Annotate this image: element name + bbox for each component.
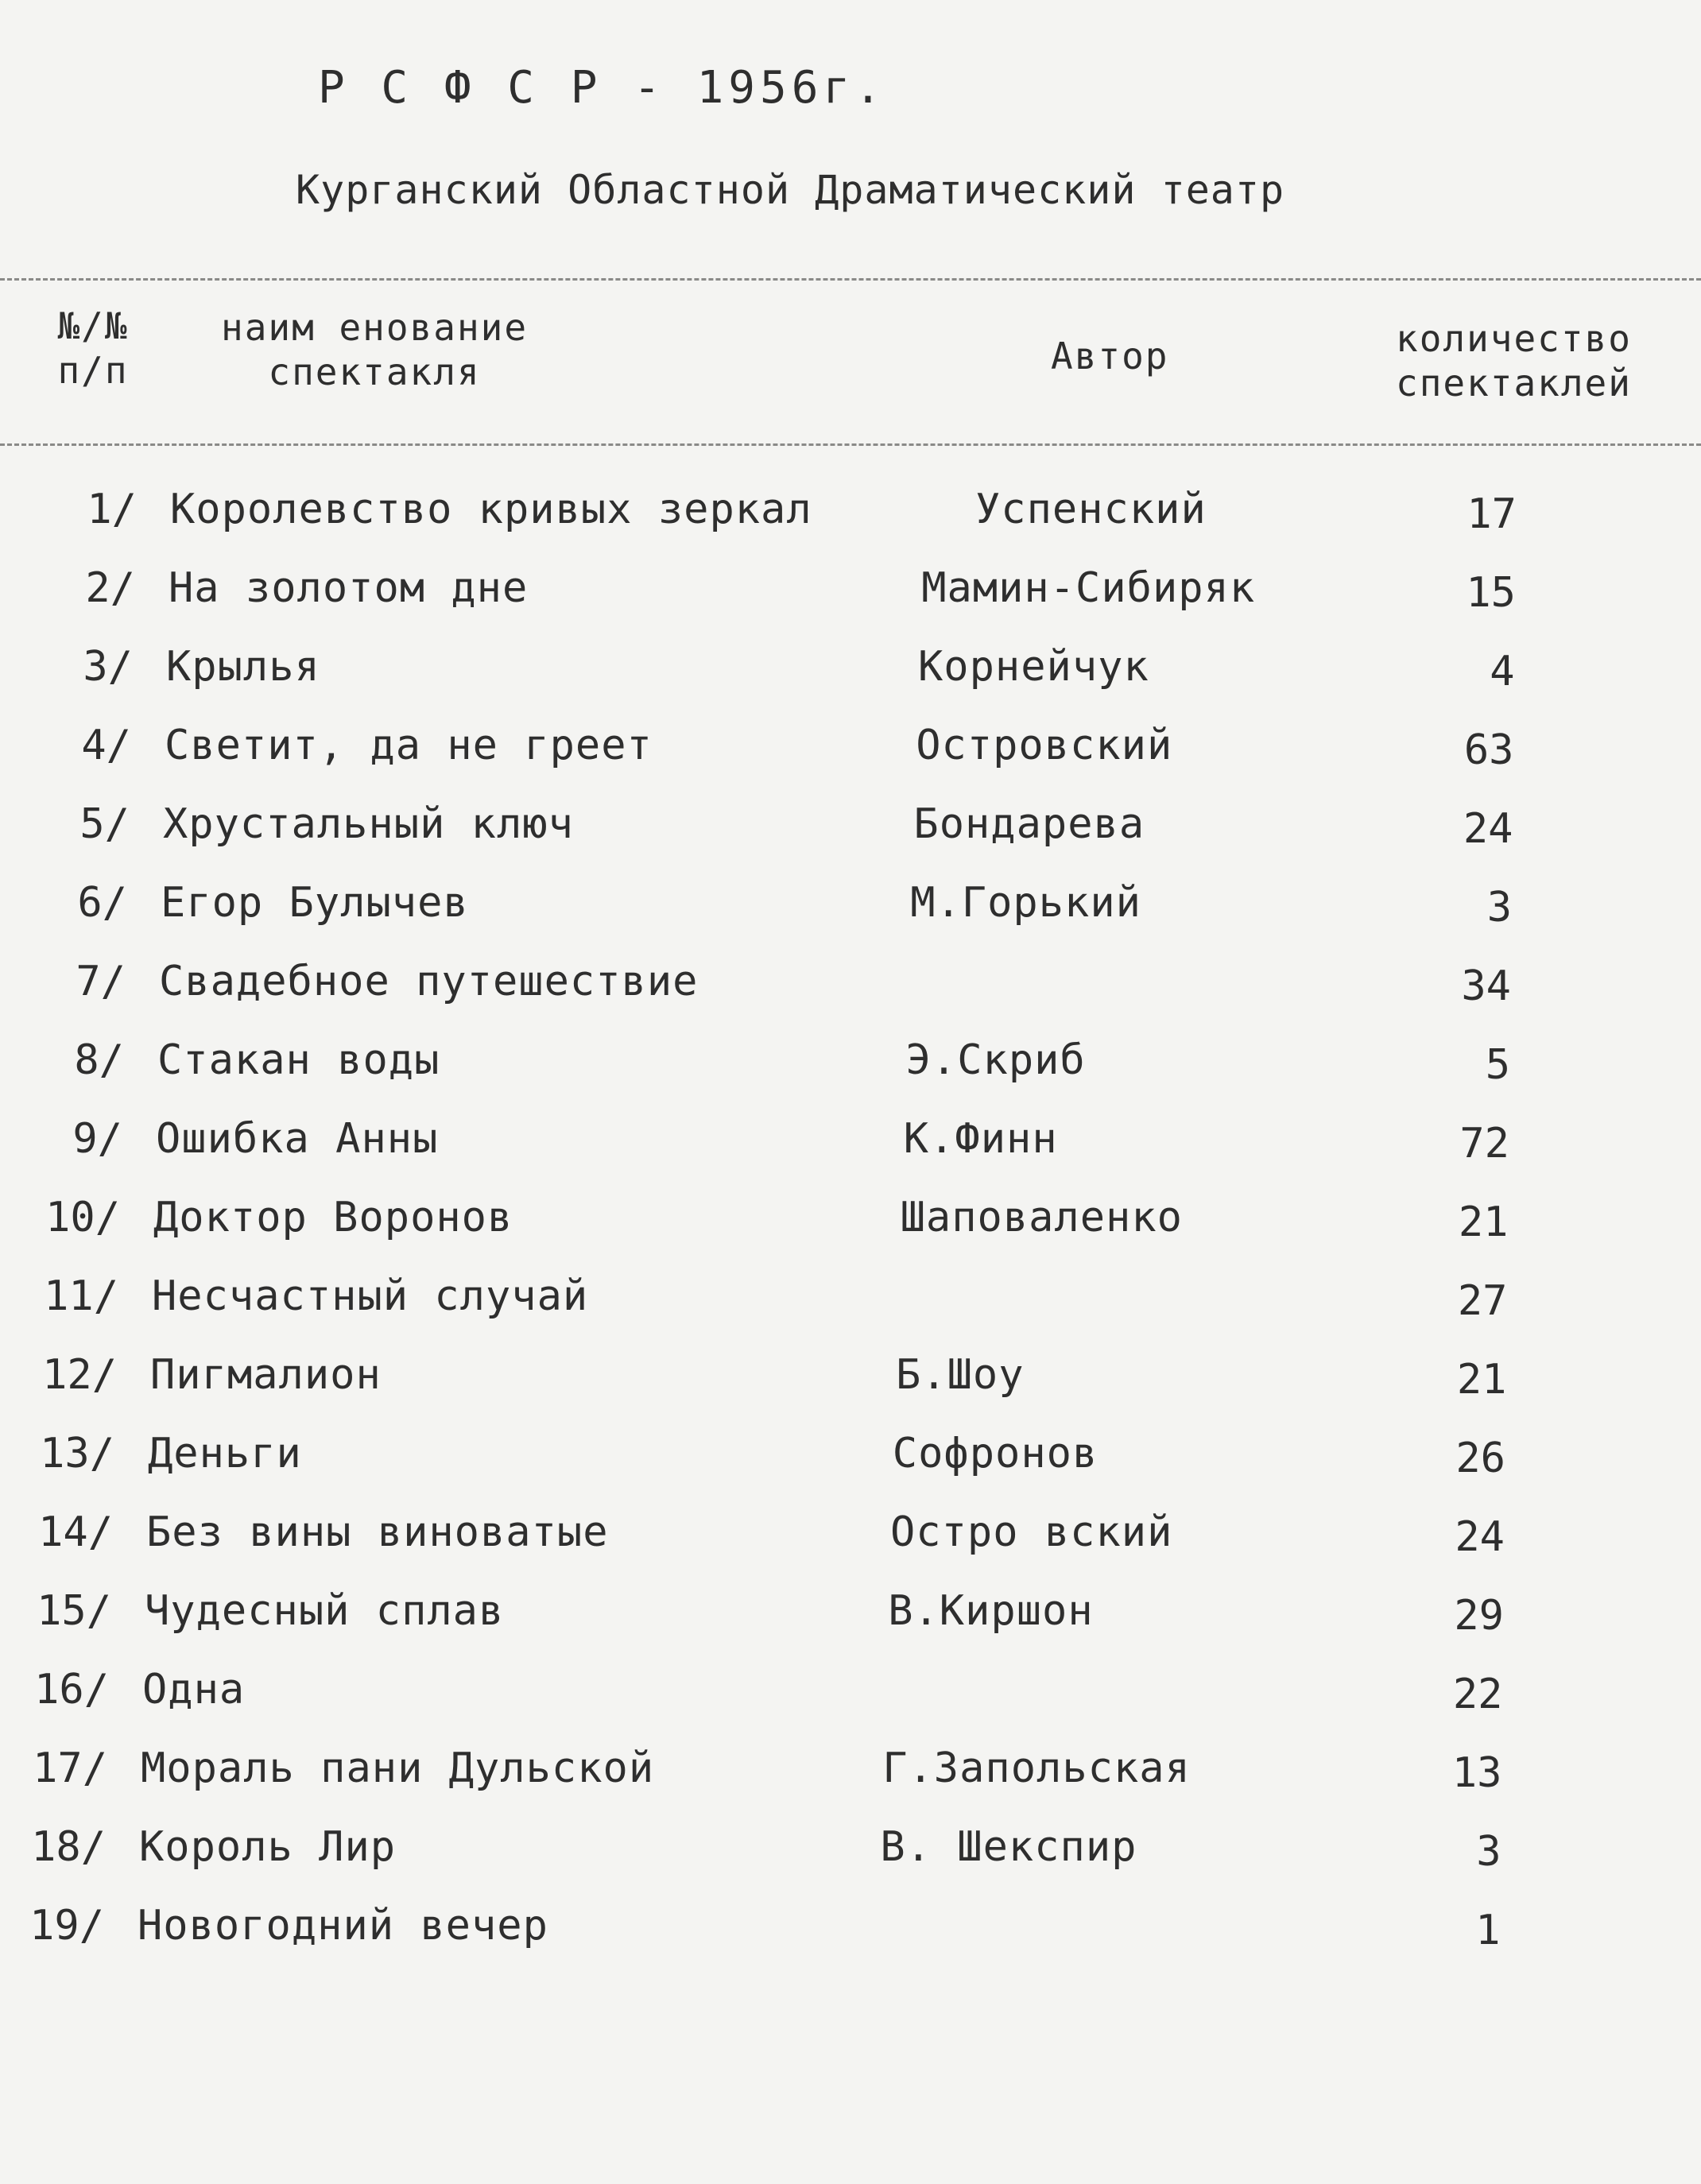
row-author: В.Киршон [888,1587,1094,1635]
table-row [0,788,1701,860]
row-author: Г.Запольская [882,1744,1191,1792]
row-number: 4/ [81,722,131,769]
row-number: 5/ [79,800,130,848]
row-author: К.Финн [903,1115,1058,1163]
row-author: М.Горький [910,879,1141,927]
row-number: 1/ [87,486,137,533]
table-row [0,1575,1701,1647]
row-count: 29 [1454,1592,1504,1640]
table-row [0,1024,1701,1096]
table-row [0,1339,1701,1411]
row-title: Доктор Воронов [153,1194,513,1241]
row-title: Деньги [148,1430,302,1477]
row-title: Чудесный сплав [145,1587,505,1635]
row-title: Пигмалион [150,1351,382,1399]
table-row [0,552,1701,624]
row-title: На золотом дне [169,564,529,612]
row-author: Остро вский [890,1508,1173,1556]
row-title: Светит, да не греет [165,722,653,769]
row-number: 19/ [29,1902,104,1950]
row-title: Одна [142,1666,246,1714]
row-author: Корнейчук [918,643,1149,691]
row-author: Островский [916,722,1173,769]
row-count: 22 [1452,1671,1503,1718]
row-number: 14/ [38,1508,113,1556]
table-row [0,710,1701,781]
row-author: Софронов [892,1430,1098,1477]
row-count: 24 [1463,805,1513,853]
row-count: 13 [1451,1749,1502,1797]
row-number: 11/ [44,1272,118,1320]
row-number: 7/ [76,958,126,1005]
row-count: 5 [1485,1041,1510,1089]
row-author: Б.Шоу [896,1351,1025,1399]
row-count: 21 [1458,1198,1509,1246]
row-count: 1 [1475,1907,1501,1954]
header-count-line2: спектаклей [1396,362,1632,405]
row-number: 3/ [83,643,133,691]
row-count: 63 [1463,726,1514,774]
row-title: Свадебное путешествие [159,958,699,1005]
row-count: 17 [1467,490,1517,538]
row-author: Бондарева [913,800,1145,848]
row-number: 6/ [77,879,127,927]
table-row [0,867,1701,939]
table-row [0,1733,1701,1804]
table-row [0,1497,1701,1568]
row-count: 3 [1486,884,1512,931]
row-count: 15 [1466,569,1516,617]
row-count: 72 [1459,1120,1509,1168]
document-subtitle: Курганский Областной Драматический театр [296,167,1285,213]
row-number: 2/ [85,564,135,612]
header-name-line2: спектакля [268,350,481,393]
table-row [0,1182,1701,1253]
document-title: Р С Ф С Р - 1956г. [318,62,886,114]
row-title: Мораль пани Дульской [141,1744,655,1792]
row-title: Ошибка Анны [156,1115,439,1163]
row-count: 27 [1457,1277,1508,1325]
row-author: В. Шекспир [880,1823,1137,1871]
table-row [0,1654,1701,1725]
row-count: 3 [1476,1828,1501,1876]
table-row [0,474,1701,545]
table-row [0,1890,1701,1961]
row-number: 15/ [37,1587,111,1635]
row-author: Мамин-Сибиряк [921,564,1256,612]
table-row [0,1260,1701,1332]
row-number: 17/ [33,1744,107,1792]
header-number-line2: п/п [57,349,129,392]
table-row [0,631,1701,703]
row-author: Шаповаленко [900,1194,1183,1241]
row-title: Крылья [166,643,320,691]
header-name-line1: наим енование [221,306,529,349]
row-count: 26 [1455,1435,1505,1482]
row-number: 12/ [42,1351,117,1399]
row-count: 4 [1490,648,1515,695]
row-author: Э.Скриб [905,1036,1086,1084]
table-row [0,1418,1701,1489]
row-number: 13/ [40,1430,114,1477]
row-title: Новогодний вечер [138,1902,548,1950]
row-title: Егор Булычев [161,879,469,927]
table-row [0,1811,1701,1883]
row-number: 16/ [34,1666,109,1714]
row-number: 18/ [31,1823,106,1871]
header-count-line1: количество [1396,317,1632,360]
row-count: 21 [1456,1356,1507,1404]
row-number: 8/ [74,1036,124,1084]
row-title: Король Лир [139,1823,397,1871]
row-count: 34 [1461,962,1511,1010]
row-title: Хрустальный ключ [163,800,574,848]
table-row [0,946,1701,1017]
row-title: Без вины виноватые [146,1508,609,1556]
row-number: 9/ [72,1115,122,1163]
header-number-line1: №/№ [57,304,129,347]
row-number: 10/ [45,1194,120,1241]
header-author-label: Автор [1051,335,1169,378]
row-title: Королевство кривых зеркал [170,486,812,533]
row-title: Несчастный случай [152,1272,589,1320]
table-row [0,1103,1701,1175]
row-count: 24 [1455,1513,1505,1561]
row-author: Успенский [975,486,1207,533]
row-title: Стакан воды [157,1036,440,1084]
